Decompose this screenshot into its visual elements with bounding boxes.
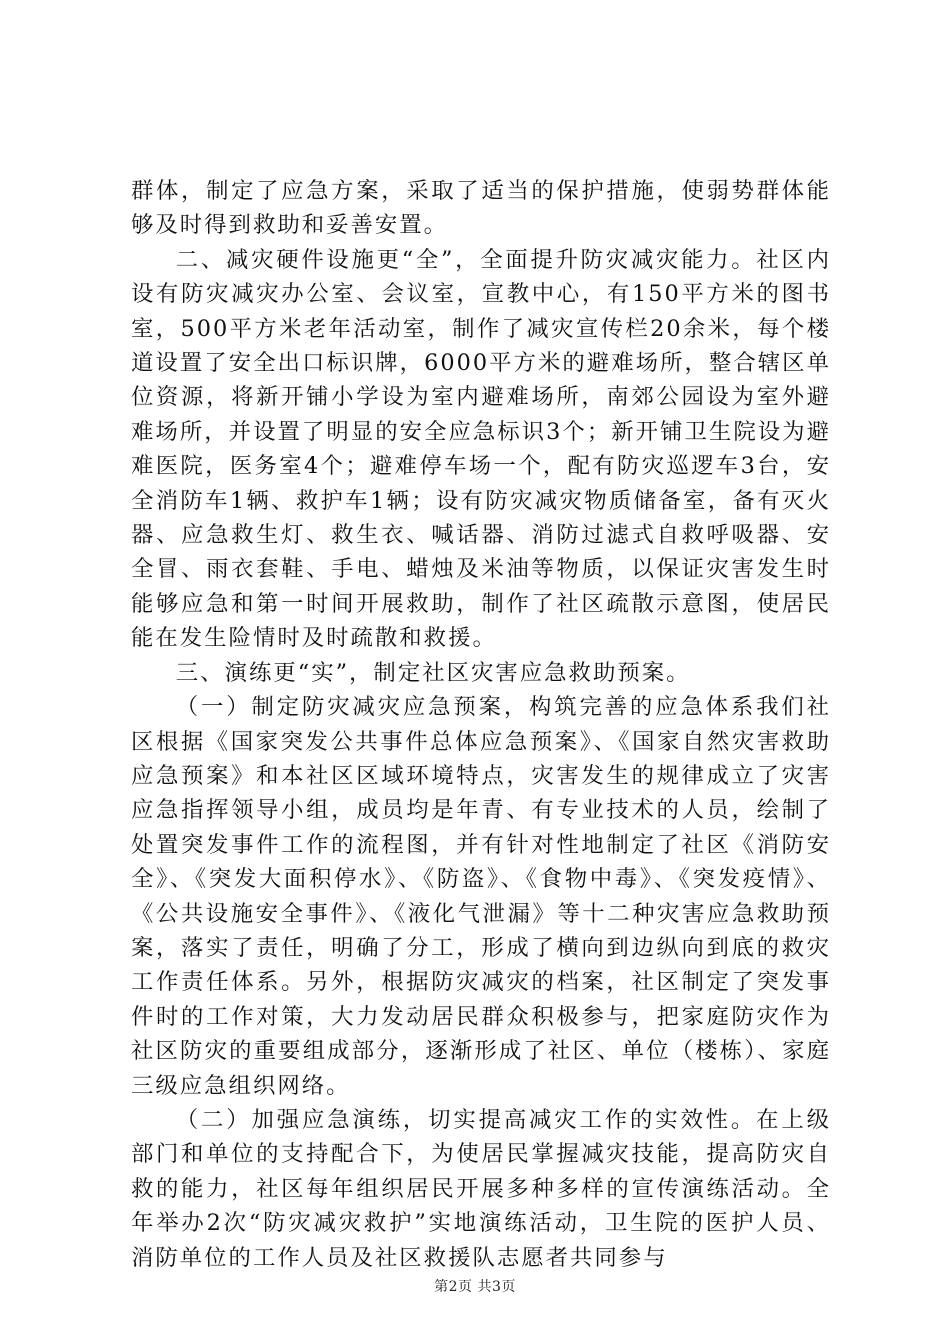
paragraph-continuation: 群体，制定了应急方案，采取了适当的保护措施，使弱势群体能够及时得到救助和妥善安置。 [131,178,831,239]
paragraph-emergency-plan: （一）制定防灾减灾应急预案，构筑完善的应急体系我们社区根据《国家突发公共事件总体应急预案》、《国家自然灾害救助应急预案》和本社区区域环境特点，灾害发生的规律成立了灾害应急指挥领导小组，成员均是年青、有专业技术的人员，绘制了处置突发事件工作的流程图，并有针对性地制定了社区《消防安全》、《突发大面积停水》、《防盗》、《食物中毒》、《突发疫情》、《公共设施安全事件》、《液化气泄漏》等十二种灾害应急救助预案，落实了责任，明确了分工，形成了横向到边纵向到底的救灾工作责任体系。另外，根据防灾减灾的档案，社区制定了突发事件时的工作对策，大力发动居民群众积极参与，把家庭防灾作为社区防灾的重要组成部分，逐渐形成了社区、单位（楼栋）、家庭三级应急组织网络。 [131,694,831,1099]
paragraph-heading-drills: 三、演练更“实”，制定社区灾害应急救助预案。 [175,659,691,686]
paragraph-hardware-facilities: 二、减灾硬件设施更“全”，全面提升防灾减灾能力。社区内设有防灾减灾办公室、会议室，宣教中心，有150平方米的图书室，500平方米老年活动室，制作了减灾宣传栏20余米，每个楼道设置了安全出口标识牌，6000平方米的避难场所，整合辖区单位资源，将新开铺小学设为室内避难场所，南郊公园设为室外避难场所，并设置了明显的安全应急标识3个；新开铺卫生院设为避难医院，医务室4个；避难停车场一个，配有防灾巡逻车3台，安全消防车1辆、救护车1辆；设有防灾减灾物质储备室，备有灭火器、应急救生灯、救生衣、喊话器、消防过滤式自救呼吸器、安全冒、雨衣套鞋、手电、蜡烛及米油等物质，以保证灾害发生时能够应急和第一时间开展救助，制作了社区疏散示意图，使居民能在发生险情时及时疏散和救援。 [131,246,831,652]
document-body [131,174,831,1275]
page-footer: 第2页 共3页 [434,1279,516,1295]
paragraph-emergency-drills: （二）加强应急演练，切实提高减灾工作的实效性。在上级部门和单位的支持配合下，为使居民掌握减灾技能，提高防灾自救的能力，社区每年组织居民开展多种多样的宣传演练活动。全年举办2次“防灾减灾救护”实地演练活动，卫生院的医护人员、消防单位的工作人员及社区救援队志愿者共同参与 [131,1106,831,1271]
